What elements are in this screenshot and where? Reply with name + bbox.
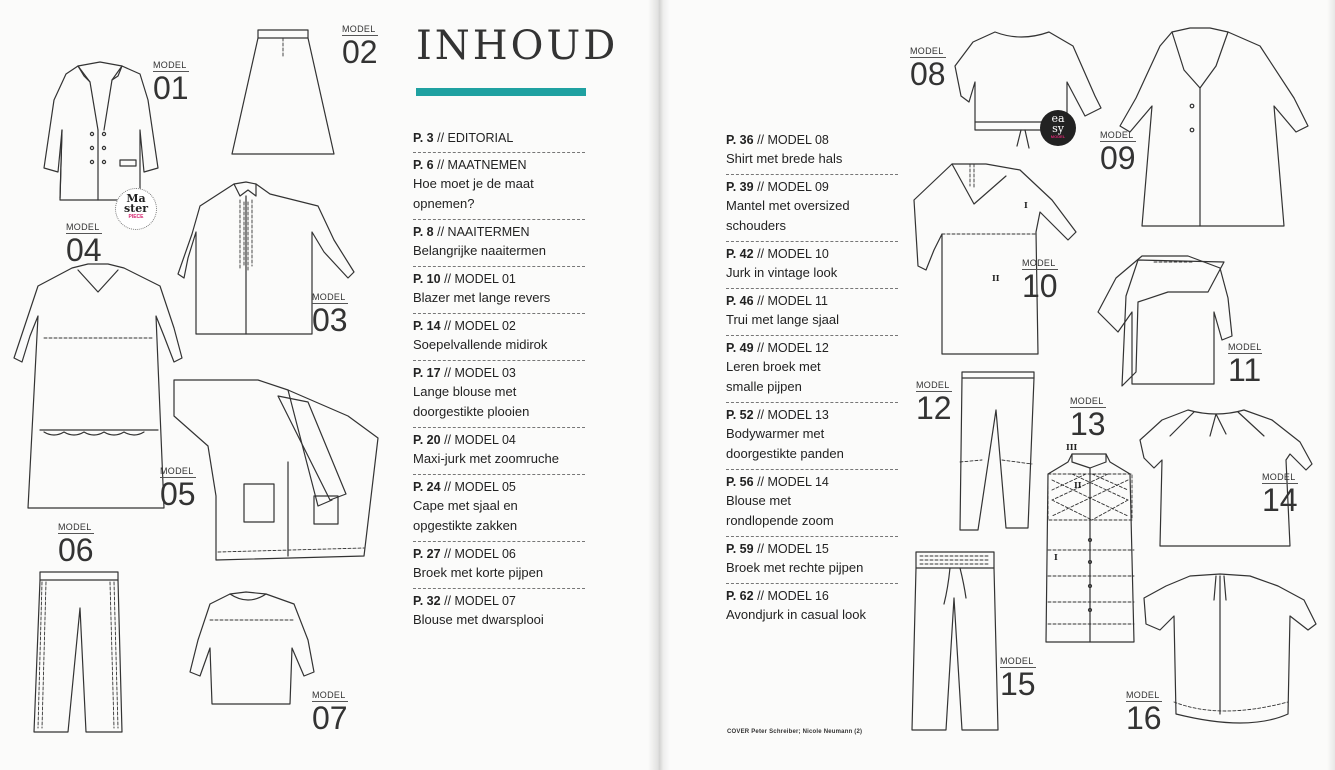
toc-item[interactable]: P. 42 // MODEL 10 Jurk in vintage look (726, 242, 898, 289)
masterpiece-badge: Ma ster PIECE (115, 188, 157, 230)
model-03-label: MODEL 03 (312, 292, 348, 338)
toc-description: Bodywarmer met (726, 426, 825, 441)
toc-description: doorgestikte panden (726, 446, 844, 461)
model-05-label: MODEL 05 (160, 466, 196, 512)
model-08-shirt-sketch (955, 26, 1105, 146)
toc-item[interactable]: P. 24 // MODEL 05 Cape met sjaal en opgestikte zakken (413, 475, 585, 542)
model-06-label: MODEL 06 (58, 522, 94, 568)
model-02-label: MODEL 02 (342, 24, 378, 70)
toc-description: Blouse met dwarsplooi (413, 612, 544, 627)
toc-item[interactable]: P. 49 // MODEL 12 Leren broek met smalle pijpen (726, 336, 898, 403)
toc-description: Avondjurk in casual look (726, 607, 866, 622)
model-11-label: MODEL 11 (1228, 342, 1262, 388)
toc-list-left (413, 126, 585, 635)
model-08-label: MODEL 08 (910, 46, 946, 92)
toc-item[interactable]: P. 20 // MODEL 04 Maxi-jurk met zoomruche (413, 428, 585, 475)
model-15-trousers-sketch (910, 548, 1000, 743)
model-15-label: MODEL 15 (1000, 656, 1036, 702)
page-title: INHOUD (416, 23, 619, 69)
toc-description: Blouse met (726, 493, 792, 508)
toc-description: schouders (726, 218, 786, 233)
model-04-dress-sketch (14, 262, 184, 517)
model-05-cape-sketch (168, 376, 383, 571)
page-edge-shadow (1327, 0, 1335, 770)
toc-description: doorgestikte plooien (413, 404, 530, 419)
toc-item[interactable]: P. 10 // MODEL 01 Blazer met lange revers (413, 267, 585, 314)
toc-description: Broek met rechte pijpen (726, 560, 864, 575)
toc-description: Mantel met oversized (726, 198, 850, 213)
toc-description: rondlopende zoom (726, 513, 834, 528)
toc-item[interactable]: P. 27 // MODEL 06 Broek met korte pijpen (413, 542, 585, 589)
model-06-trousers-sketch (28, 568, 128, 743)
model-12-trousers-sketch (958, 368, 1038, 538)
model-10-label: MODEL 10 (1022, 258, 1058, 304)
model-11-sweater-sketch (1098, 252, 1233, 397)
toc-description: Blazer met lange revers (413, 290, 551, 305)
toc-item[interactable]: P. 36 // MODEL 08 Shirt met brede hals (726, 128, 898, 175)
toc-item[interactable]: P. 3 // EDITORIAL (413, 126, 585, 153)
toc-description: Jurk in vintage look (726, 265, 838, 280)
toc-description: Cape met sjaal en (413, 498, 518, 513)
toc-item[interactable]: P. 17 // MODEL 03 Lange blouse met doorgestikte plooien (413, 361, 585, 428)
roman-mark-i-vest: I (1054, 552, 1058, 562)
model-07-label: MODEL 07 (312, 690, 348, 736)
model-04-label: MODEL 04 (66, 222, 102, 268)
toc-description: Shirt met brede hals (726, 151, 843, 166)
toc-item[interactable]: P. 14 // MODEL 02 Soepelvallende midirok (413, 314, 585, 361)
model-14-label: MODEL 14 (1262, 472, 1298, 518)
roman-mark-ii-vest: II (1074, 480, 1082, 490)
toc-description: Hoe moet je de maat (413, 176, 534, 191)
toc-description: smalle pijpen (726, 379, 802, 394)
model-07-blouse-sketch (190, 590, 330, 720)
toc-item[interactable]: P. 32 // MODEL 07 Blouse met dwarsplooi (413, 589, 585, 635)
toc-item[interactable]: P. 52 // MODEL 13 Bodywarmer met doorgestikte panden (726, 403, 898, 470)
cover-credit: COVER Peter Schreiber; Nicole Neumann (2) (727, 729, 863, 735)
toc-description: Broek met korte pijpen (413, 565, 544, 580)
toc-description: opnemen? (413, 196, 475, 211)
model-12-label: MODEL 12 (916, 380, 952, 426)
roman-mark-ii: II (992, 273, 1000, 283)
model-16-label: MODEL 16 (1126, 690, 1162, 736)
roman-mark-i: I (1024, 200, 1028, 210)
toc-item[interactable]: P. 56 // MODEL 14 Blouse met rondlopende zoom (726, 470, 898, 537)
toc-description: opgestikte zakken (413, 518, 518, 533)
page-gutter (648, 0, 670, 770)
model-09-coat-sketch (1120, 26, 1310, 241)
toc-item[interactable]: P. 39 // MODEL 09 Mantel met oversized schouders (726, 175, 898, 242)
toc-description: Maxi-jurk met zoomruche (413, 451, 559, 466)
toc-description: Belangrijke naaitermen (413, 243, 546, 258)
model-02-skirt-sketch (228, 26, 338, 166)
toc-item[interactable]: P. 59 // MODEL 15 Broek met rechte pijpen (726, 537, 898, 584)
toc-item[interactable]: P. 62 // MODEL 16 Avondjurk in casual look (726, 584, 898, 630)
toc-description: Leren broek met (726, 359, 821, 374)
roman-mark-iii: III (1066, 442, 1078, 452)
toc-description: Trui met lange sjaal (726, 312, 839, 327)
toc-description: Lange blouse met (413, 384, 517, 399)
toc-item[interactable]: P. 6 // MAATNEMEN Hoe moet je de maat opnemen? (413, 153, 585, 220)
toc-item[interactable]: P. 46 // MODEL 11 Trui met lange sjaal (726, 289, 898, 336)
title-accent-bar (416, 88, 586, 96)
easy-model-badge: ea sy MODEL (1040, 110, 1076, 146)
toc-description: Soepelvallende midirok (413, 337, 548, 352)
model-09-label: MODEL 09 (1100, 130, 1136, 176)
model-16-dress-sketch (1140, 572, 1320, 737)
toc-item[interactable]: P. 8 // NAAITERMEN Belangrijke naaitermen (413, 220, 585, 267)
toc-list-right (726, 128, 898, 630)
model-01-label: MODEL 01 (153, 60, 189, 106)
model-13-label: MODEL 13 (1070, 396, 1106, 442)
